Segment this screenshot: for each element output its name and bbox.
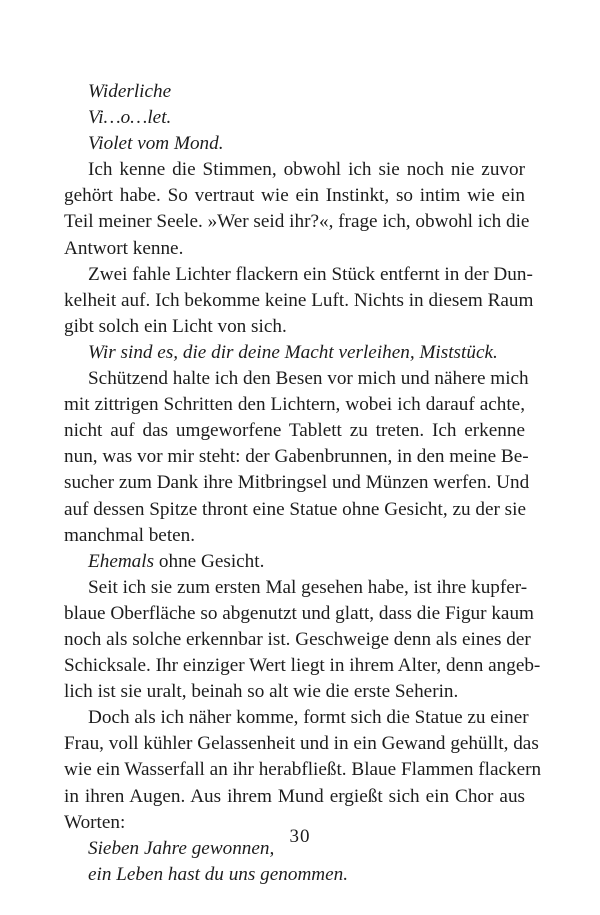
text-line: lich ist sie uralt, beinah so alt wie die erste Seherin. (64, 681, 459, 703)
text-line: sucher zum Dank ihre Mitbringsel und Münzen werfen. Und (64, 472, 530, 494)
text-line: Zwei fahle Lichter flackern ein Stück entfernt in der Dun- (88, 263, 533, 285)
text-line: Sieben Jahre gewonnen, (88, 837, 275, 859)
text-line: Frau, voll kühler Gelassenheit und in ein Gewand gehüllt, das (64, 733, 539, 755)
text-line: wie ein Wasserfall an ihr herabfließt. Blaue Flammen flackern (64, 759, 542, 781)
book-page-text (64, 79, 542, 888)
text-line: Antwort kenne. (64, 237, 184, 259)
text-line: kelheit auf. Ich bekomme keine Luft. Nichts in diesem Raum (64, 289, 534, 311)
text-line: Schicksale. Ihr einziger Wert liegt in ihrem Alter, denn angeb- (64, 655, 541, 677)
text-segment: ohne Gesicht. (154, 550, 265, 572)
text-line: Worten: (64, 811, 126, 833)
text-line: manchmal beten. (64, 524, 196, 546)
text-line: Ich kenne die Stimmen, obwohl ich sie noch nie zuvor (88, 159, 525, 181)
text-line: blaue Oberfläche so abgenutzt und glatt, dass die Figur kaum (64, 602, 534, 624)
text-line: Violet vom Mond. (88, 133, 224, 155)
text-line: nun, was vor mir steht: der Gabenbrunnen, in den meine Be- (64, 446, 529, 468)
text-line: Schützend halte ich den Besen vor mich und nähere mich (88, 368, 529, 390)
text-segment: Ehemals (88, 550, 155, 572)
text-line: nicht auf das umgeworfene Tablett zu treten. Ich erkenne (64, 420, 525, 442)
text-line: noch als solche erkennbar ist. Geschweige denn als eines der (64, 628, 531, 650)
text-line: ein Leben hast du uns genommen. (88, 863, 349, 885)
text-line: gibt solch ein Licht von sich. (64, 315, 287, 337)
page-number: 30 (289, 826, 311, 847)
text-line: Wir sind es, die dir deine Macht verleihen, Miststück. (88, 341, 498, 363)
text-line: gehört habe. So vertraut wie ein Instinkt, so intim wie ein (64, 185, 525, 207)
text-line: Seit ich sie zum ersten Mal gesehen habe, ist ihre kupfer- (88, 576, 528, 598)
text-line: Teil meiner Seele. »Wer seid ihr?«, frage ich, obwohl ich die (64, 211, 530, 233)
text-line: mit zittrigen Schritten den Lichtern, wobei ich darauf achte, (64, 394, 525, 416)
text-line: in ihren Augen. Aus ihrem Mund ergießt sich ein Chor aus (64, 785, 525, 807)
text-line: Doch als ich näher komme, formt sich die Statue zu einer (88, 707, 529, 729)
text-line: Widerliche (88, 81, 172, 102)
text-line (64, 549, 525, 575)
text-line: auf dessen Spitze thront eine Statue ohne Gesicht, zu der sie (64, 498, 526, 520)
text-line: Vi…o…let. (88, 107, 172, 129)
